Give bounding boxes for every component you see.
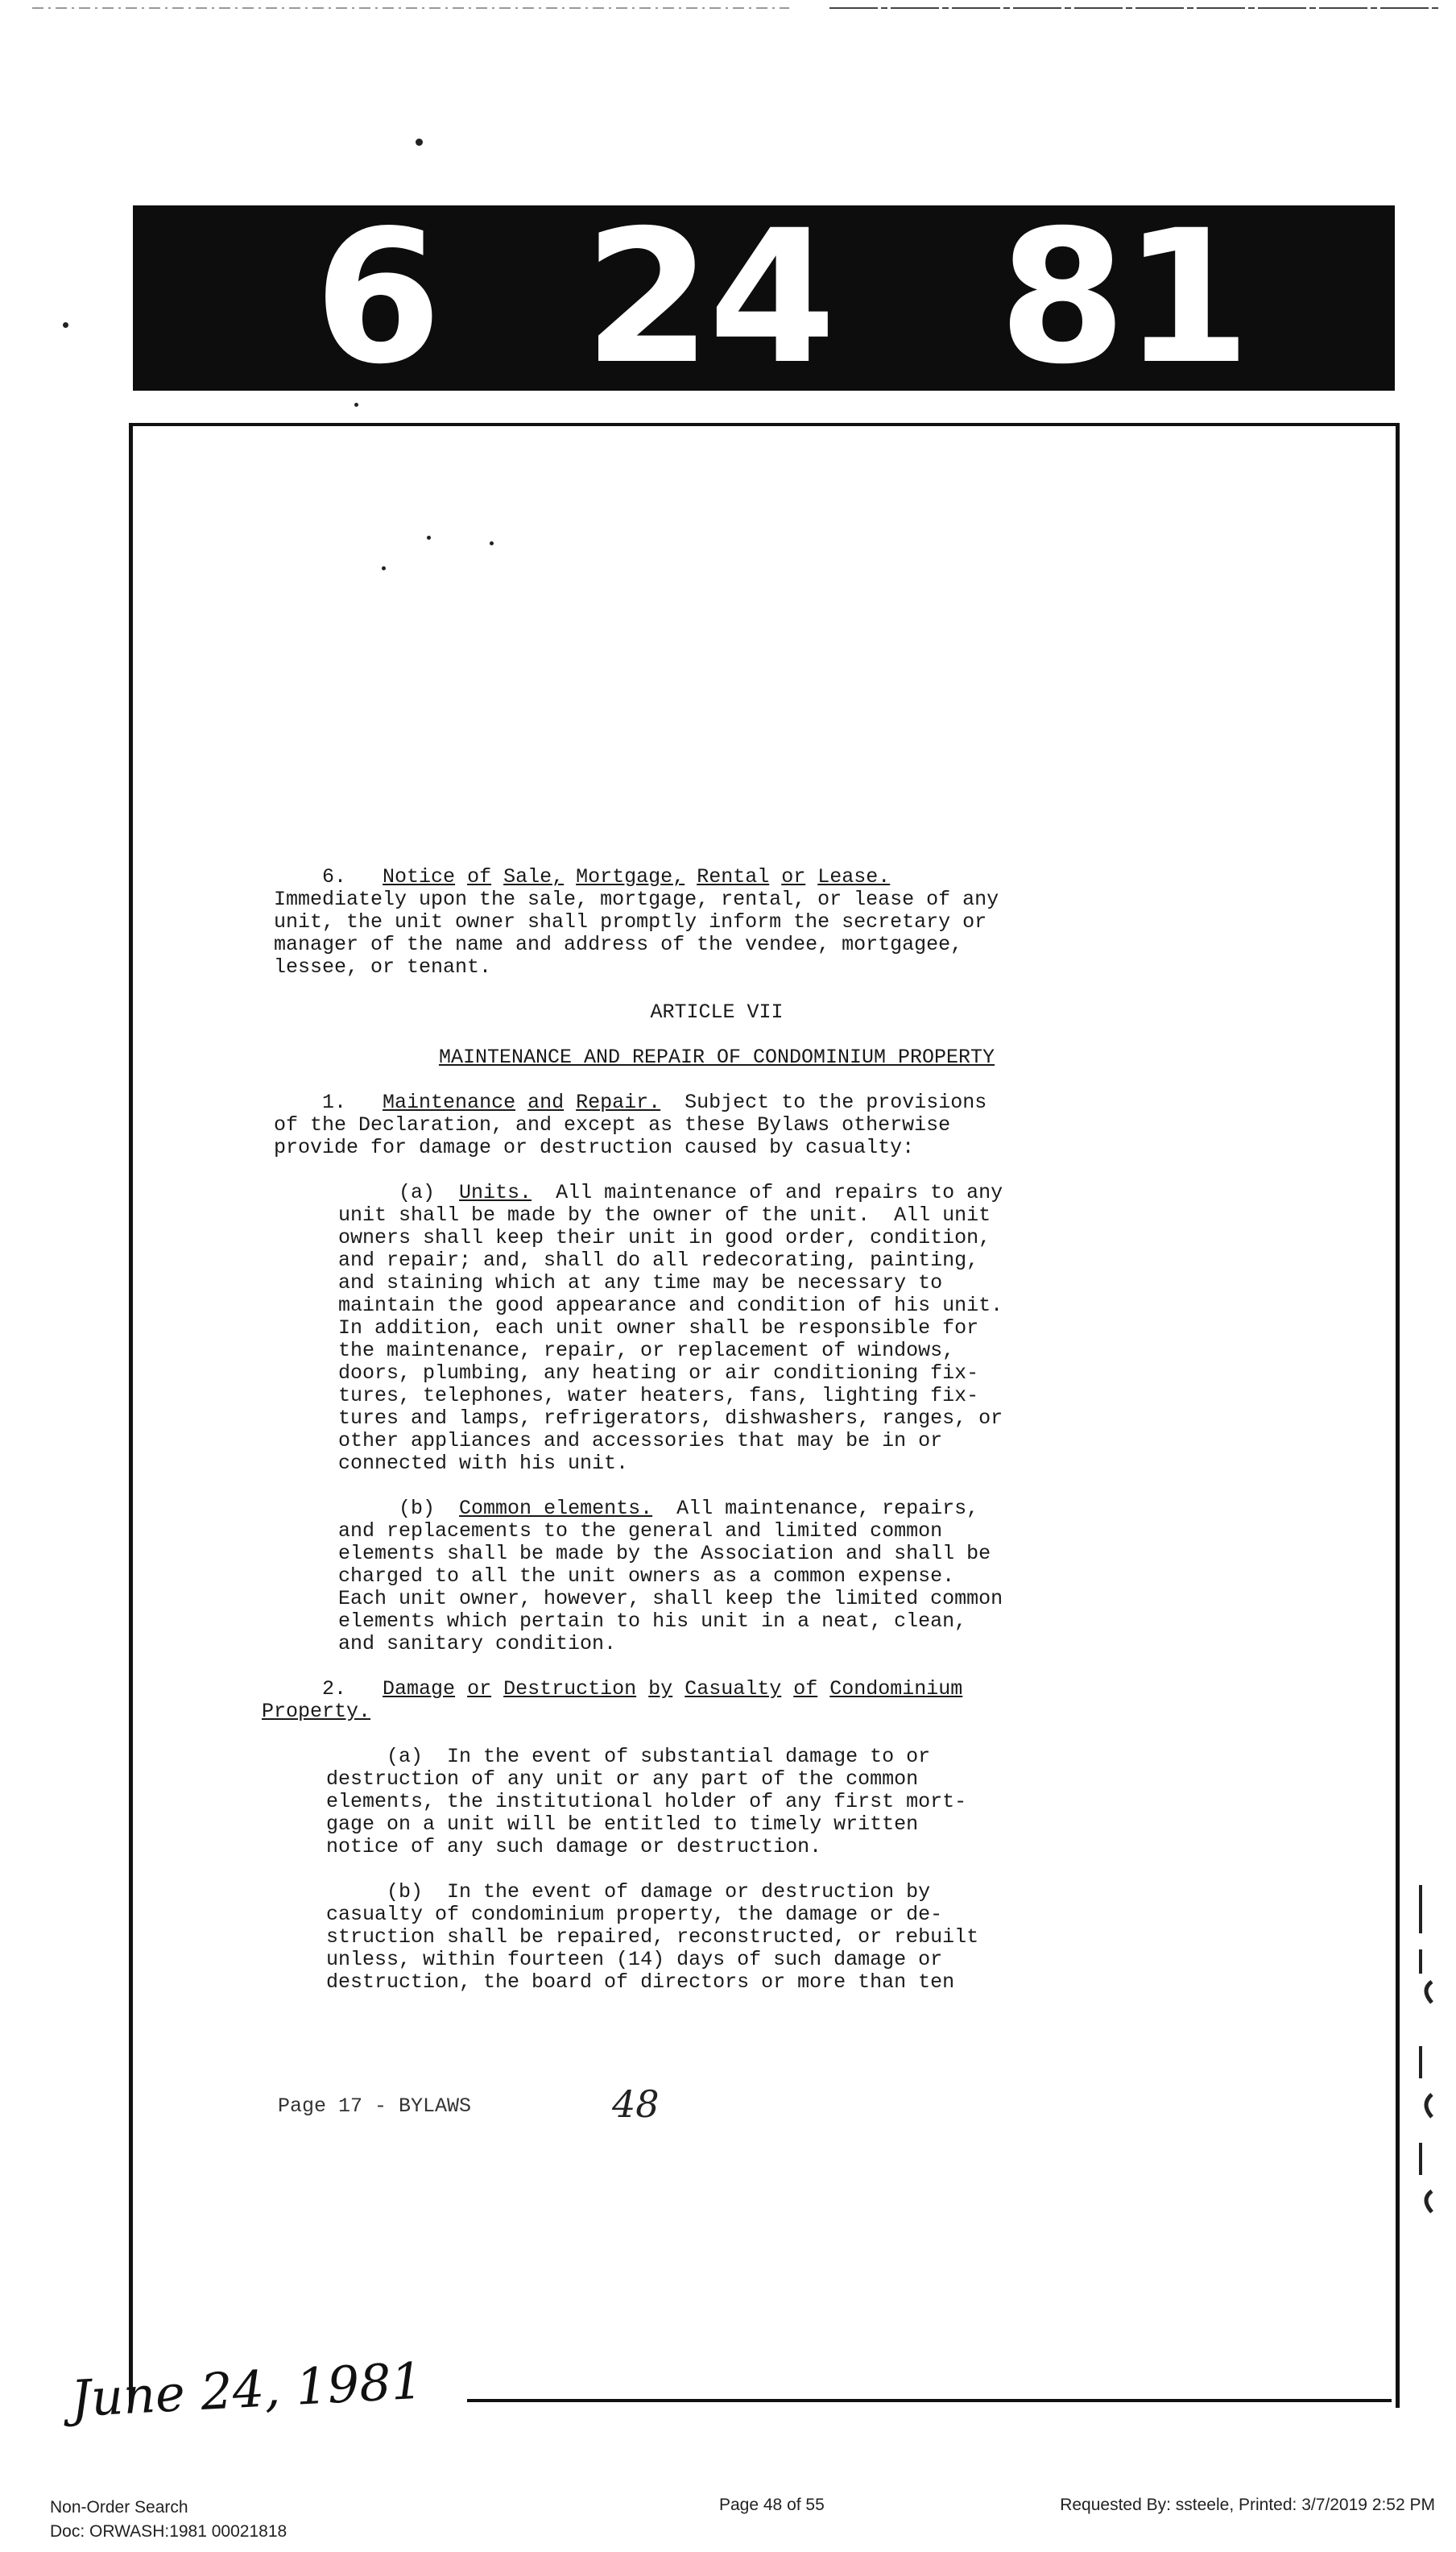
doc-id: Doc: ORWASH:1981 00021818	[50, 2522, 287, 2541]
heading-word: Property.	[262, 1700, 371, 1723]
body-line: gage on a unit will be entitled to timely written	[326, 1812, 919, 1836]
subsection-title: Common elements.	[459, 1497, 653, 1520]
body-line: doors, plumbing, any heating or air conditioning fix-	[338, 1361, 979, 1385]
body-line: manager of the name and address of the vendee, mortgagee,	[274, 933, 963, 956]
heading-word: Notice	[383, 865, 456, 889]
scan-speck	[354, 403, 358, 407]
section-2-heading	[274, 1678, 1160, 1701]
print-requested-by: Requested By: ssteele, Printed: 3/7/2019 2:52 PM	[1060, 2496, 1435, 2514]
scan-edge-line	[0, 5, 1456, 11]
print-page-count: Page 48 of 55	[719, 2496, 825, 2514]
subsection-label: (a)	[399, 1181, 436, 1204]
body-line: and repair; and, shall do all redecorating, painting,	[338, 1249, 979, 1272]
heading-word: and	[527, 1091, 565, 1114]
section-2-subsections	[326, 1746, 1160, 1994]
body-text: In the event of substantial damage to or	[447, 1745, 931, 1768]
body-line: and replacements to the general and limited common	[338, 1519, 943, 1543]
handwritten-page-number: 48	[612, 2082, 660, 2126]
body-line: and staining which at any time may be necessary to	[338, 1271, 943, 1295]
section-1-heading	[274, 1092, 1160, 1114]
section-number: 1.	[322, 1091, 347, 1114]
body-line: unit, the unit owner shall promptly inform the secretary or	[274, 910, 987, 934]
body-text: In the event of damage or destruction by	[447, 1880, 931, 1904]
subsection-a-heading	[326, 1746, 1160, 1768]
body-line: owners shall keep their unit in good order, condition,	[338, 1226, 991, 1249]
body-line: unless, within fourteen (14) days of such damage or	[326, 1948, 943, 1971]
body-line: notice of any such damage or destruction.	[326, 1835, 822, 1858]
heading-word: of	[793, 1677, 818, 1701]
heading-word: Casualty	[685, 1677, 782, 1701]
section-number: 2.	[322, 1677, 347, 1701]
body-line: charged to all the unit owners as a common expense.	[338, 1564, 955, 1588]
frame-bottom-rule	[467, 2399, 1392, 2402]
page-footer: Page 17 - BYLAWS	[278, 2094, 472, 2118]
section-number: 6.	[322, 865, 347, 889]
subsection-b-heading	[338, 1498, 1160, 1520]
heading-word: Condominium	[829, 1677, 963, 1701]
body-line: destruction of any unit or any part of the common	[326, 1767, 919, 1791]
body-line: elements, the institutional holder of any first mort-	[326, 1790, 967, 1813]
body-line: struction shall be repaired, reconstructed, or rebuilt	[326, 1925, 979, 1949]
heading-word: Damage	[383, 1677, 456, 1701]
subsection-label: (a)	[387, 1745, 424, 1768]
subsection-a-heading	[338, 1182, 1160, 1204]
subsection-b-heading	[326, 1881, 1160, 1904]
body-line: destruction, the board of directors or more than ten	[326, 1970, 955, 1994]
body-line: the maintenance, repair, or replacement of windows,	[338, 1339, 955, 1362]
heading-word: or	[467, 1677, 492, 1701]
subsection-label: (b)	[387, 1880, 424, 1904]
recording-stamp	[133, 205, 1395, 391]
body-line: other appliances and accessories that may be in or	[338, 1429, 943, 1452]
article-title-text: MAINTENANCE AND REPAIR OF CONDOMINIUM PROPERTY	[438, 1046, 995, 1069]
subsection-label: (b)	[399, 1497, 436, 1520]
scan-speck	[427, 536, 431, 540]
section-2-heading-tail	[262, 1701, 1160, 1723]
scan-speck	[382, 566, 386, 570]
search-type: Non-Order Search	[50, 2498, 188, 2517]
body-line: casualty of condominium property, the damage or de-	[326, 1903, 943, 1926]
body-line: of the Declaration, and except as these Bylaws otherwise	[274, 1113, 951, 1137]
print-footer-left	[50, 2496, 287, 2544]
heading-word: Maintenance	[383, 1091, 516, 1114]
subsection-title: Units.	[459, 1181, 532, 1204]
stamp-digit: 81	[999, 205, 1248, 391]
heading-word: of	[467, 865, 492, 889]
body-line: connected with his unit.	[338, 1452, 629, 1475]
article-title	[274, 1046, 1160, 1069]
body-line: elements which pertain to his unit in a neat, clean,	[338, 1610, 967, 1633]
handwritten-date: June 24, 1981	[69, 2351, 424, 2429]
article-heading: ARTICLE VII	[650, 1000, 784, 1024]
subsection-a	[338, 1182, 1160, 1655]
body-line: Immediately upon the sale, mortgage, rental, or lease of any	[274, 888, 999, 911]
stamp-digit: 6	[314, 205, 439, 391]
body-line: unit shall be made by the owner of the unit. All unit	[338, 1204, 991, 1227]
heading-word: Lease.	[817, 865, 891, 889]
stamp-digit: 24	[584, 205, 833, 391]
heading-word: Rental	[697, 865, 770, 889]
heading-word: Mortgage,	[576, 865, 685, 889]
scan-speck	[416, 139, 423, 146]
heading-word: Destruction	[503, 1677, 637, 1701]
bylaws-text	[262, 865, 1160, 1994]
scan-speck	[490, 541, 494, 545]
body-line: lessee, or tenant.	[274, 955, 492, 979]
body-line: In addition, each unit owner shall be responsible for	[338, 1316, 979, 1340]
scan-speck	[63, 322, 68, 328]
heading-word: by	[648, 1677, 673, 1701]
heading-word: Sale,	[503, 865, 565, 889]
body-line: Each unit owner, however, shall keep the limited common	[338, 1587, 1003, 1610]
heading-word: or	[781, 865, 806, 889]
heading-word: Repair.	[576, 1091, 661, 1114]
section-6-heading	[274, 866, 1160, 889]
body-line: elements shall be made by the Association and shall be	[338, 1542, 991, 1565]
right-edge-scan-marks	[1408, 1885, 1456, 2223]
body-line: provide for damage or destruction caused by casualty:	[274, 1136, 915, 1159]
body-text: All maintenance of and repairs to any	[556, 1181, 1003, 1204]
body-text: All maintenance, repairs,	[676, 1497, 979, 1520]
body-line: and sanitary condition.	[338, 1632, 617, 1655]
body-line: tures and lamps, refrigerators, dishwashers, ranges, or	[338, 1406, 1003, 1430]
body-text: Subject to the provisions	[685, 1091, 987, 1114]
body-line: tures, telephones, water heaters, fans, lighting fix-	[338, 1384, 979, 1407]
body-line: maintain the good appearance and condition of his unit.	[338, 1294, 1003, 1317]
